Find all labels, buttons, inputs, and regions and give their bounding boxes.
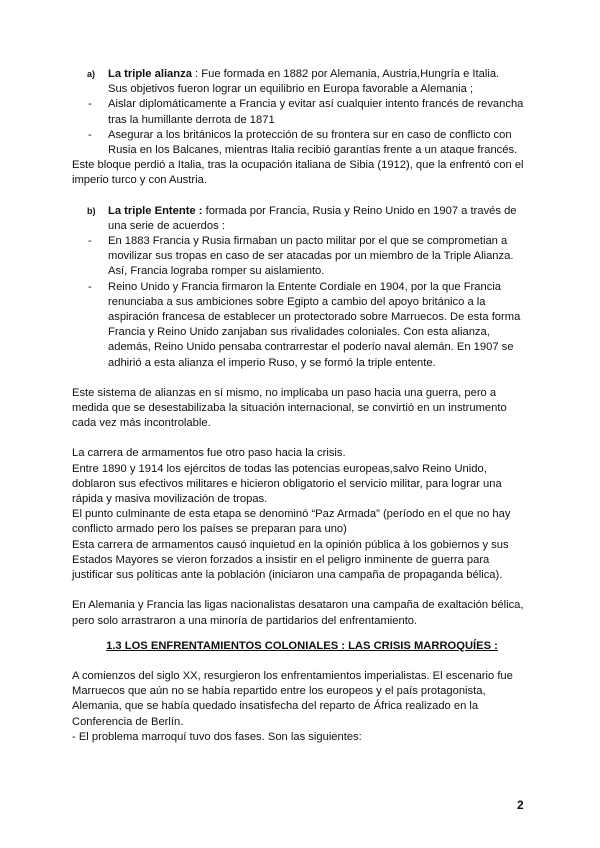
document-body	[72, 67, 532, 745]
section-a-heading	[72, 67, 532, 82]
section-a-line2: Sus objetivos fueron lograr un equilibrio en Europa favorable a Alemania ;	[108, 83, 474, 96]
list-item	[72, 280, 532, 371]
paragraph: En Alemania y Francia las ligas nacionalistas desataron una campaña de exaltación bélica, pero solo arrastraron a una minoría de partidarios del enfrentamiento.	[72, 599, 524, 627]
section-a-intro: : Fue formada en 1882 por Alemania, Austria,Hungría e Italia.	[191, 68, 500, 80]
bullet-dash: -	[88, 235, 92, 248]
list-item	[72, 97, 532, 127]
section-b-heading	[72, 204, 532, 234]
section-b-title: La triple Entente :	[108, 204, 203, 217]
paragraph: Este sistema de alianzas en sí mismo, no implicaba un paso hacia una guerra, pero a medida que se desestabilizaba la situación internacional, se convirtió en un instrumento cada vez más incontrolable.	[72, 386, 507, 430]
bullet-dash: -	[88, 280, 92, 293]
paragraph: - El problema marroquí tuvo dos fases. Son las siguientes:	[72, 730, 362, 743]
paragraph: La carrera de armamentos fue otro paso hacia la crisis.	[72, 447, 346, 460]
paragraph: El punto culminante de esta etapa se denominó “Paz Armada” (período en el que no hay conflicto armado pero los países se preparan para uno)	[72, 508, 511, 536]
bullet-text: Reino Unido y Francia firmaron la Entente Cordiale en 1904, por la que Francia renunciaba a sus ambiciones sobre Egipto a cambio del apoyo británico a la aspiración francesa de establecer un protectorado sobre Marruecos. De esta forma Francia y Reino Unido zanjaban sus rivalidades coloniales. Con esta alianza, además, Reino Unido pensaba contrarrestar el poderío naval alemán. En 1907 se adhirió a esta alianza el imperio Ruso, y se formó la triple entente.	[108, 280, 521, 369]
paragraph: Esta carrera de armamentos causó inquietud en la opinión pública à los gobiernos y sus Estados Mayores se vieron forzados a insistir en el peligro inminente de guerra para justificar sus políticas ante la población (iniciaron una campaña de propaganda bélica).	[72, 538, 509, 582]
bullet-dash: -	[88, 128, 92, 141]
list-item	[72, 128, 532, 158]
section-a-title: La triple alianza	[108, 68, 192, 80]
paragraph: Este bloque perdió a Italia, tras la ocupación italiana de Sibia (1912), que la enfrentó con el imperio turco y con Austria.	[72, 159, 524, 187]
paragraph: A comienzos del siglo XX, resurgieron los enfrentamientos imperialistas. El escenario fue Marruecos que aún no se había repartido entre los europeos y el país protagonista, Alemania, que se había quedado insatisfecha del reparto de África realizado en la Conferencia de Berlín.	[72, 669, 513, 728]
list-marker-b: b)	[87, 205, 96, 216]
bullet-text: Aislar diplomáticamente a Francia y evitar así cualquier intento francés de revancha tras la humillante derrota de 1871	[108, 98, 524, 126]
section-b-intro: formada por Francia, Rusia y Reino Unido en 1907 a través de una serie de acuerdos :	[108, 204, 517, 232]
bullet-text: Asegurar a los británicos la protección de su frontera sur en caso de conflicto con Rusia en los Balcanes, mientras Italia recibió garantías frente a un ataque francés.	[108, 128, 518, 157]
list-marker-a: a)	[87, 69, 96, 79]
bullet-dash: -	[88, 98, 92, 111]
section-title: 1.3 LOS ENFRENTAMIENTOS COLONIALES : LAS CRISIS MARROQUÍES :	[106, 639, 498, 652]
page-number: 2	[517, 798, 524, 812]
paragraph: Entre 1890 y 1914 los ejércitos de todas las potencias europeas,salvo Reino Unido, doblaron sus efectivos militares e hicieron obligatorio el servicio militar, para lograr una rápida y masiva movilización de tropas.	[72, 462, 502, 506]
list-item	[72, 234, 532, 280]
bullet-text: En 1883 Francia y Rusia firmaban un pacto militar por el que se comprometian a movilizar sus tropas en caso de ser atacadas por un miembro de la Triple Alianza. Así, Francia lograba romper su aislamiento.	[108, 235, 514, 278]
